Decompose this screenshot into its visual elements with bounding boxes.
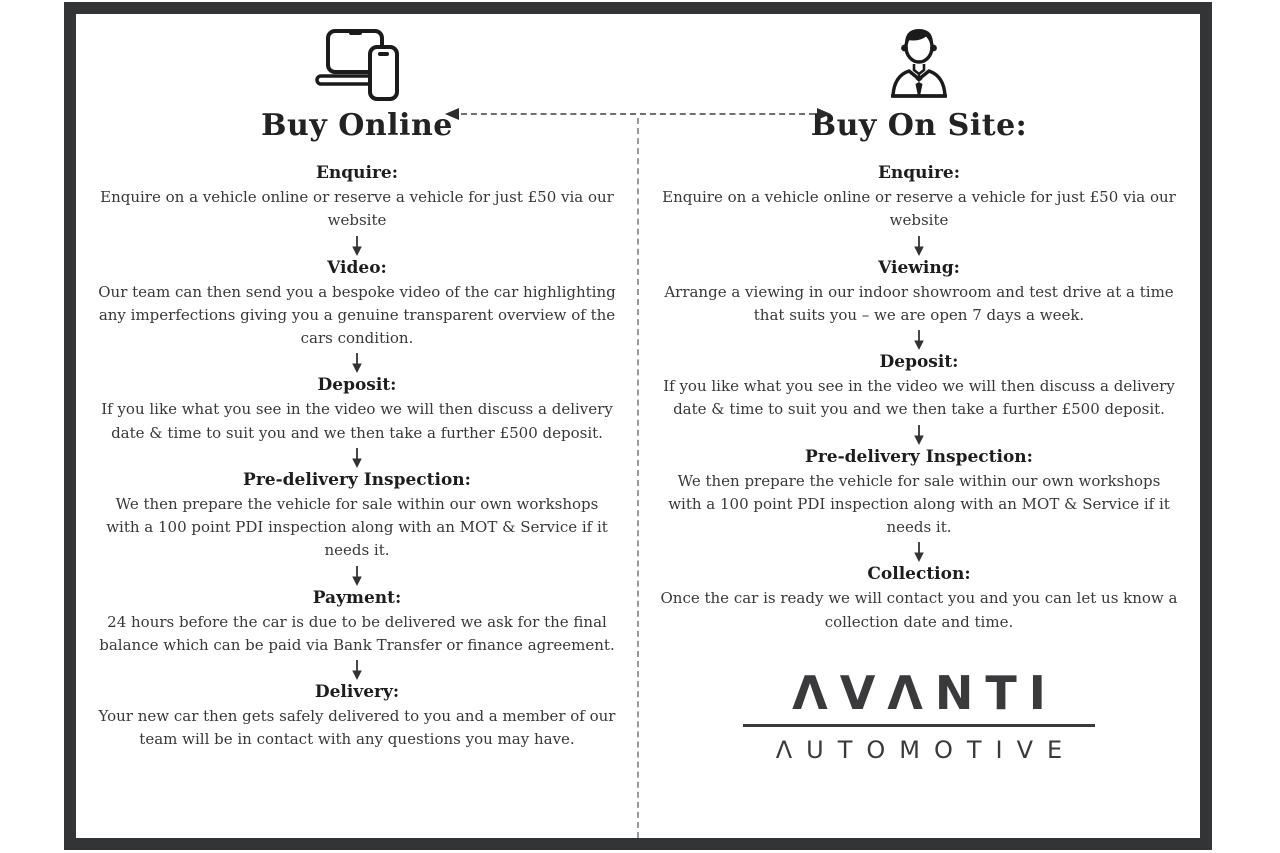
- down-arrow-icon: [638, 329, 1200, 352]
- buy-online-steps: [76, 163, 638, 752]
- avanti-automotive-logo: [638, 666, 1200, 764]
- down-arrow-icon: [76, 447, 638, 470]
- dashed-line: [461, 113, 815, 115]
- step-title: Enquire:: [315, 163, 399, 183]
- step-body: Arrange a viewing in our indoor showroom and test drive at a time that suits you – we are open 7 days a week.: [664, 282, 1174, 324]
- logo-division-text: ΛUTOMOTIVE: [775, 735, 1077, 764]
- step-title: Viewing:: [878, 257, 960, 278]
- step-pre-delivery-inspection: [638, 447, 1200, 540]
- step-deposit: [76, 375, 638, 445]
- step-deposit: [638, 352, 1200, 422]
- arrowhead-right-icon: [817, 108, 831, 120]
- salesperson-icon: [638, 20, 1200, 102]
- step-title: Video:: [327, 257, 387, 278]
- step-video: [76, 258, 638, 351]
- step-body: Your new car then gets safely delivered to you and a member of our team will be in contact with any questions you may have.: [98, 707, 616, 749]
- step-pre-delivery-inspection: [76, 470, 638, 563]
- column-buy-online: [76, 14, 638, 838]
- step-title: Payment:: [312, 587, 402, 608]
- step-title: Deposit:: [317, 375, 397, 396]
- step-delivery: [76, 682, 638, 752]
- column-title-buy-on-site: Buy On Site:: [810, 108, 1028, 143]
- logo-brand-text: ΛVΛNTI: [792, 665, 1058, 720]
- down-arrow-icon: [638, 424, 1200, 447]
- step-collection: [638, 564, 1200, 634]
- down-arrow-icon: [638, 235, 1200, 258]
- double-arrow-connector: [445, 108, 831, 120]
- step-body: Enquire on a vehicle online or reserve a vehicle for just £50 via our website: [100, 188, 614, 230]
- step-body: 24 hours before the car is due to be delivered we ask for the final balance which can be paid via Bank Transfer or finance agreement.: [99, 612, 615, 654]
- step-title: Pre-delivery Inspection:: [805, 446, 1033, 467]
- step-title: Delivery:: [314, 682, 400, 702]
- center-dashed-divider: [637, 118, 639, 838]
- down-arrow-icon: [76, 659, 638, 682]
- down-arrow-icon: [76, 565, 638, 588]
- down-arrow-icon: [76, 235, 638, 258]
- step-body: Once the car is ready we will contact you and you can let us know a collection date and time.: [660, 589, 1178, 631]
- step-title: Collection:: [867, 564, 971, 585]
- step-payment: [76, 588, 638, 658]
- step-body: We then prepare the vehicle for sale within our own workshops with a 100 point PDI inspection along with an MOT & Service if it needs it.: [106, 494, 608, 560]
- arrowhead-left-icon: [445, 108, 459, 120]
- step-viewing: [638, 258, 1200, 328]
- step-title: Deposit:: [879, 352, 959, 372]
- laptop-and-phone-icon: [76, 20, 638, 102]
- step-body: Our team can then send you a bespoke video of the car highlighting any imperfections giving you a genuine transparent overview of the cars condition.: [98, 282, 616, 347]
- column-buy-on-site: [638, 14, 1200, 838]
- border-frame: [64, 2, 1212, 850]
- logo-divider-rule: [743, 724, 1095, 727]
- step-title: Pre-delivery Inspection:: [243, 469, 471, 490]
- down-arrow-icon: [638, 541, 1200, 564]
- step-enquire: [638, 163, 1200, 233]
- step-body: We then prepare the vehicle for sale within our own workshops with a 100 point PDI inspection along with an MOT & Service if it needs it.: [668, 471, 1170, 536]
- step-title: Enquire:: [877, 163, 961, 183]
- down-arrow-icon: [76, 352, 638, 375]
- step-body: If you like what you see in the video we will then discuss a delivery date & time to suit you and we then take a further £500 deposit.: [663, 377, 1175, 419]
- buy-on-site-steps: [638, 163, 1200, 634]
- step-body: If you like what you see in the video we will then discuss a delivery date & time to suit you and we then take a further £500 deposit.: [101, 400, 613, 442]
- step-enquire: [76, 163, 638, 233]
- step-body: Enquire on a vehicle online or reserve a vehicle for just £50 via our website: [662, 188, 1176, 230]
- column-title-buy-online: Buy Online: [261, 108, 453, 143]
